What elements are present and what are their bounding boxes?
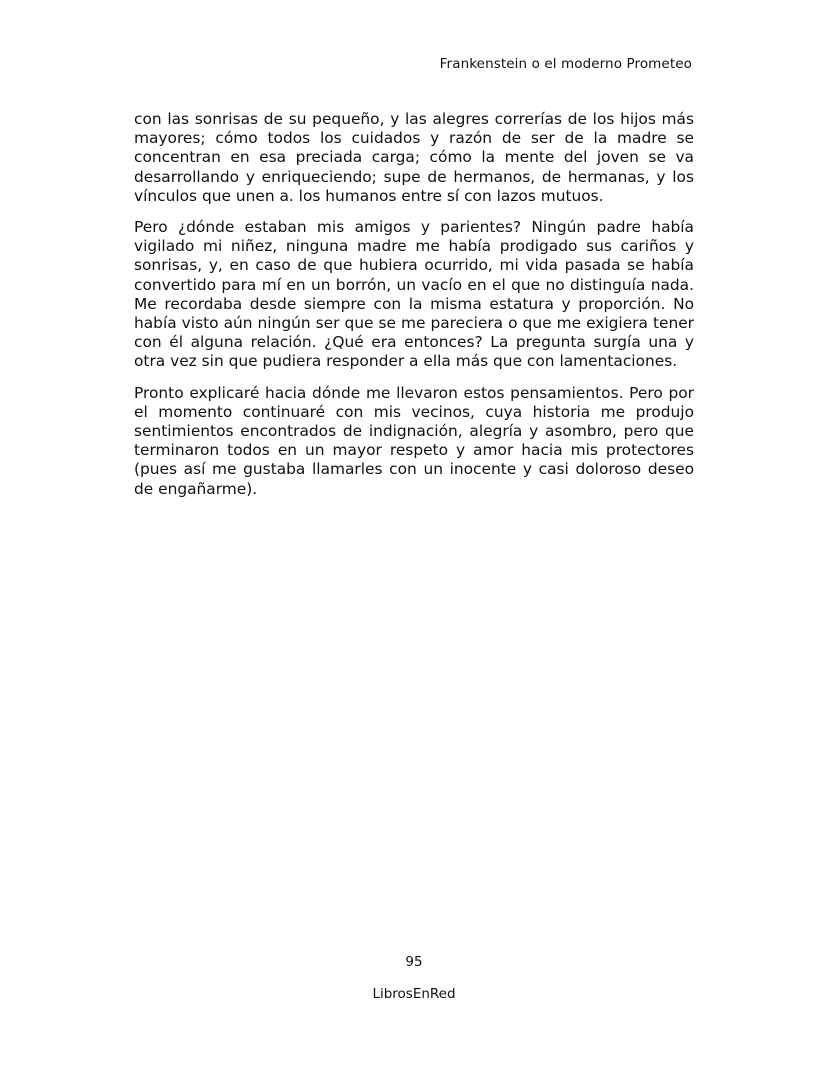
paragraph-2: Pero ¿dónde estaban mis amigos y parientes? Ningún padre había vigilado mi niñez, ninguna madre me había prodigado sus cariños y sonrisas, y, en caso de que hubiera ocurrido, mi vida pasada se había convertido para mí en un borrón, un vacío en el que no distinguía nada. Me recordaba desde siempre con la misma estatura y proporción. No había visto aún ningún ser que se me pareciera o que me exigiera tener con él alguna relación. ¿Qué era entonces? La pregunta surgía una y otra vez sin que pudiera responder a ella más que con lamentaciones. xyxy=(134,218,694,371)
publisher-name: LibrosEnRed xyxy=(372,986,456,1002)
paragraph-3: Pronto explicaré hacia dónde me llevaron estos pensamientos. Pero por el momento continuaré con mis vecinos, cuya historia me produjo sentimientos encontrados de indignación, alegría y asombro, pero que terminaron todos en un mayor respeto y amor hacia mis protectores (pues así me gustaba llamarles con un inocente y casi doloroso deseo de engañarme). xyxy=(134,383,694,498)
paragraph-1: con las sonrisas de su pequeño, y las alegres correrías de los hijos más mayores; cómo todos los cuidados y razón de ser de la madre se concentran en esa preciada carga; cómo la mente del joven se va desarrollando y enriqueciendo; supe de hermanos, de hermanas, y los vínculos que unen a. los humanos entre sí con lazos mutuos. xyxy=(134,110,694,205)
page-number: 95 xyxy=(405,954,423,970)
page-body xyxy=(134,110,694,511)
running-header: Frankenstein o el moderno Prometeo xyxy=(439,56,692,72)
